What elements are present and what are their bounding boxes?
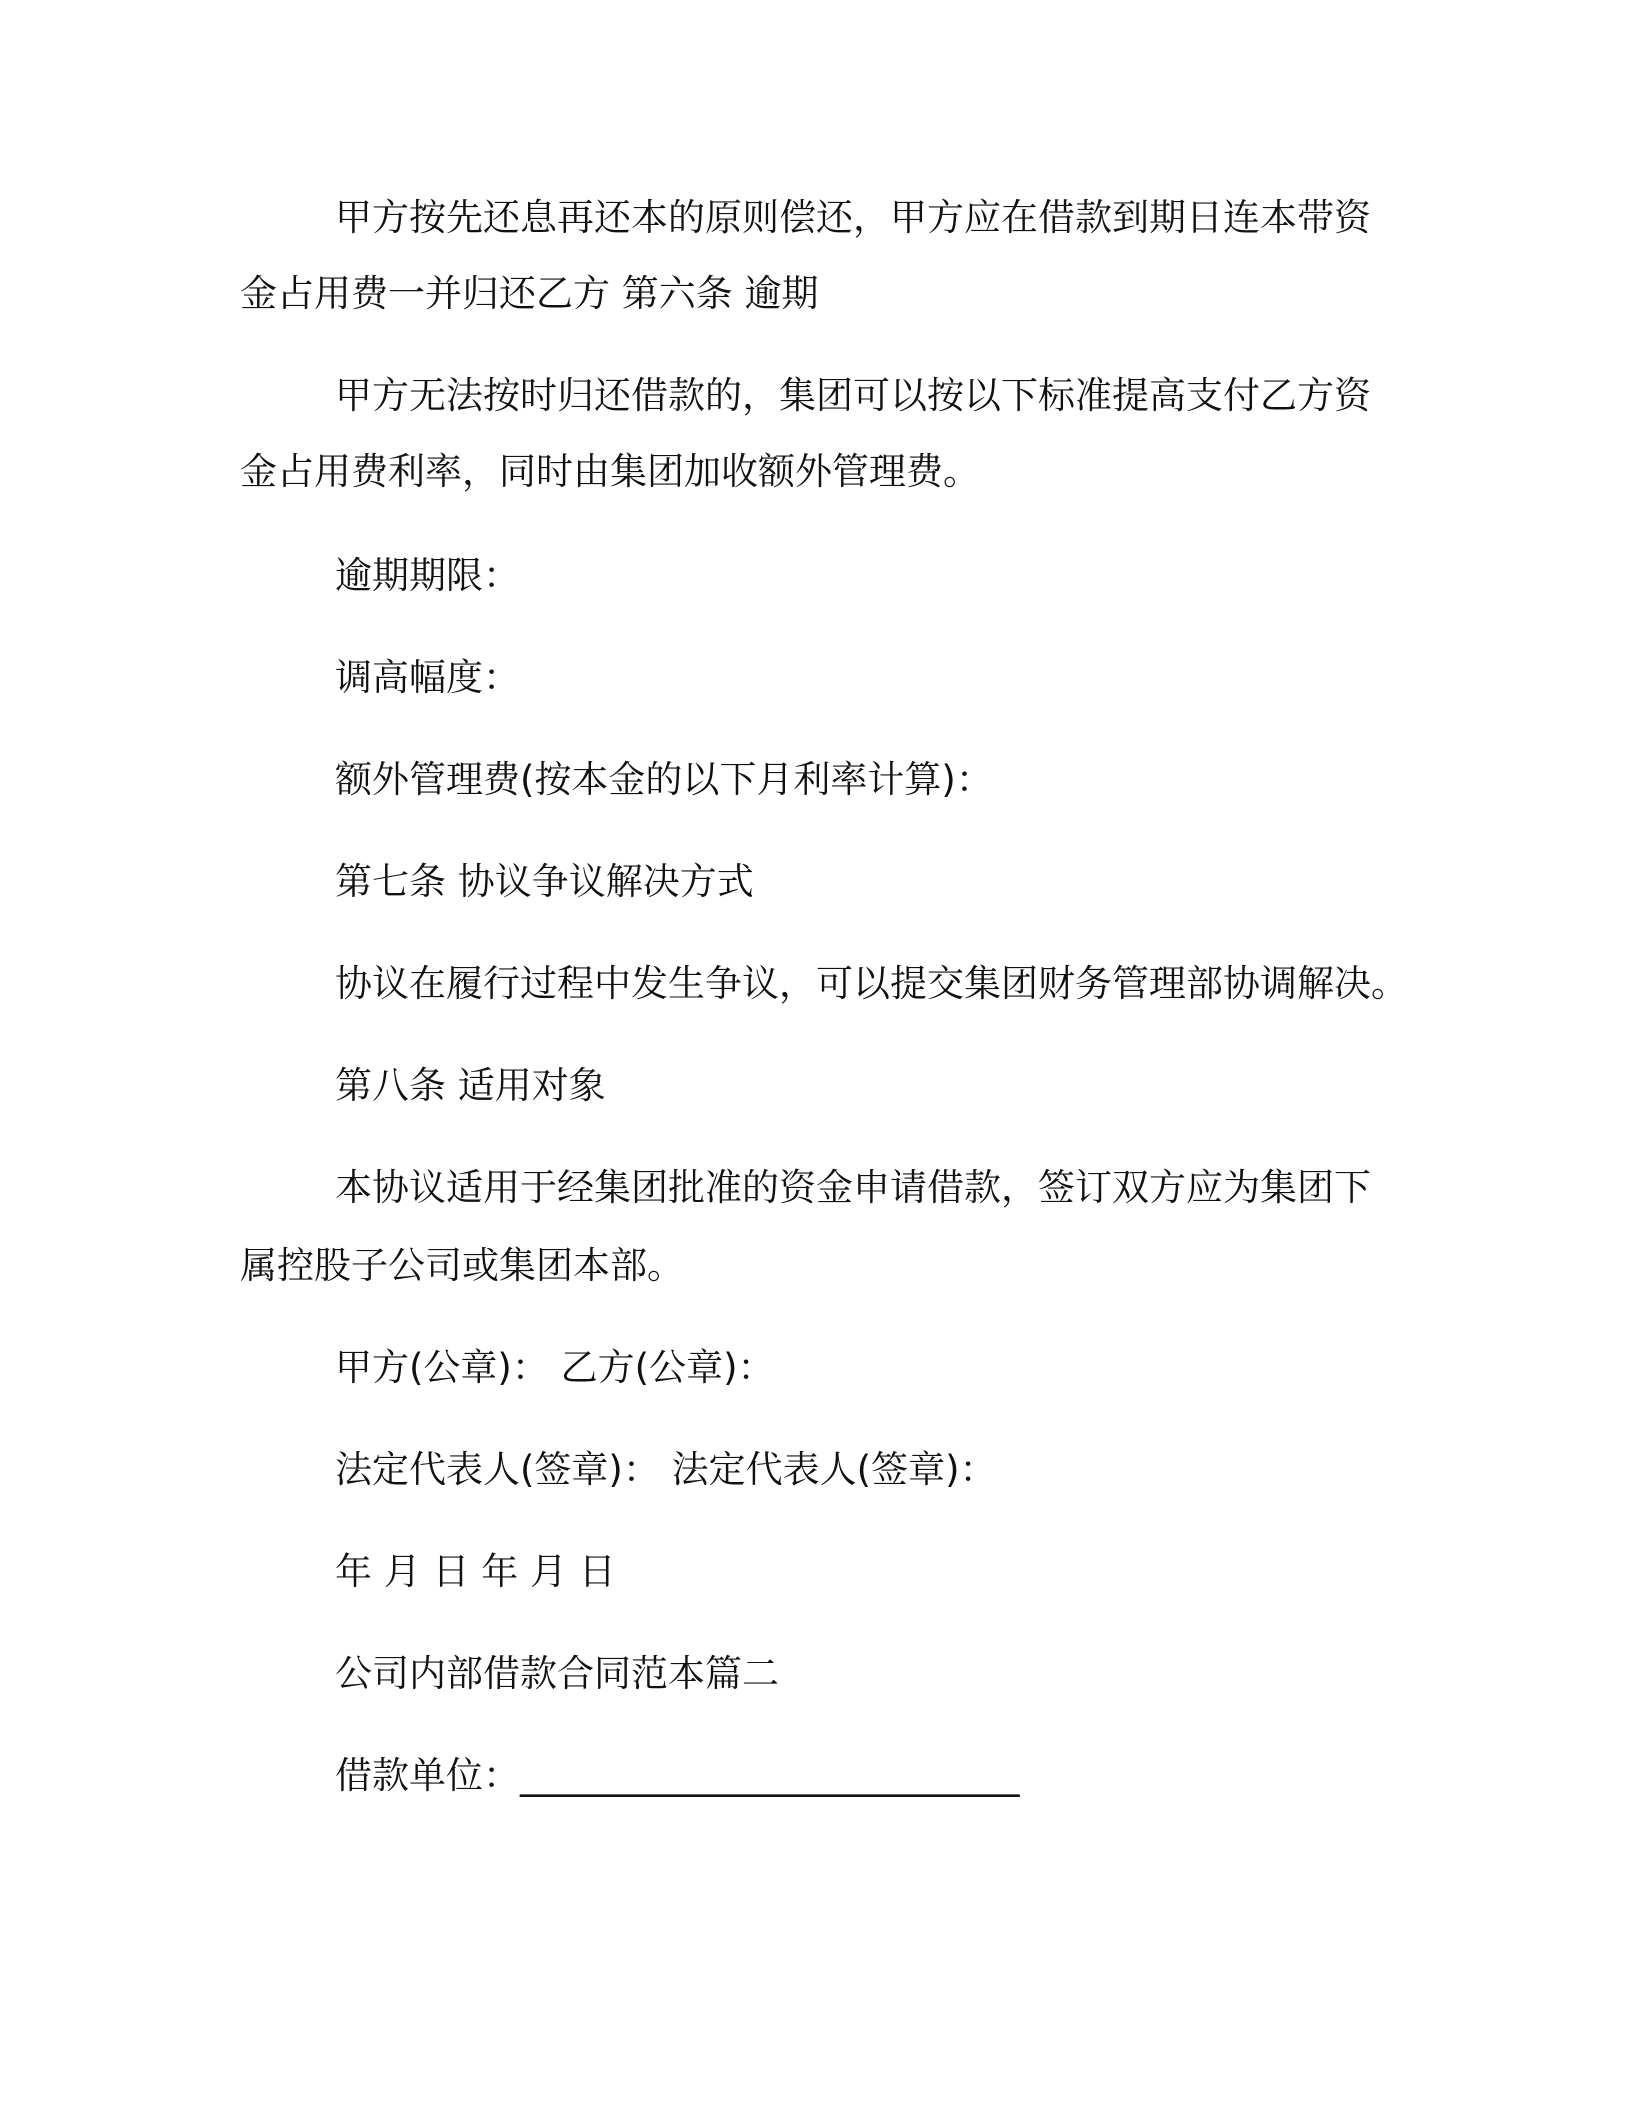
field-label-extra-fee: 额外管理费(按本金的以下月利率计算)： [335,758,993,801]
field-label-overdue-period: 逾期期限： [335,554,520,597]
seal-line: 甲方(公章)： 乙方(公章)： [335,1346,775,1389]
borrower-field: 借款单位：___________________________ [335,1754,1020,1797]
paragraph-line: 属控股子公司或集团本部。 [240,1244,684,1287]
article-heading: 第七条 协议争议解决方式 [335,860,754,903]
paragraph-line: 甲方无法按时归还借款的，集团可以按以下标准提高支付乙方资 [335,374,1371,417]
paragraph-line: 本协议适用于经集团批准的资金申请借款，签订双方应为集团下 [335,1166,1371,1209]
paragraph-line: 金占用费利率，同时由集团加收额外管理费。 [240,450,980,493]
section-title: 公司内部借款合同范本篇二 [335,1652,779,1695]
paragraph-line: 金占用费一并归还乙方 第六条 逾期 [240,272,819,315]
paragraph-line: 协议在履行过程中发生争议，可以提交集团财务管理部协调解决。 [335,962,1408,1005]
signature-line: 法定代表人(签章)： 法定代表人(签章)： [335,1448,997,1491]
article-heading: 第八条 适用对象 [335,1064,606,1107]
paragraph-line: 甲方按先还息再还本的原则偿还，甲方应在借款到期日连本带资 [335,196,1371,239]
date-line: 年 月 日 年 月 日 [335,1550,616,1593]
field-label-increase-range: 调高幅度： [335,656,520,699]
